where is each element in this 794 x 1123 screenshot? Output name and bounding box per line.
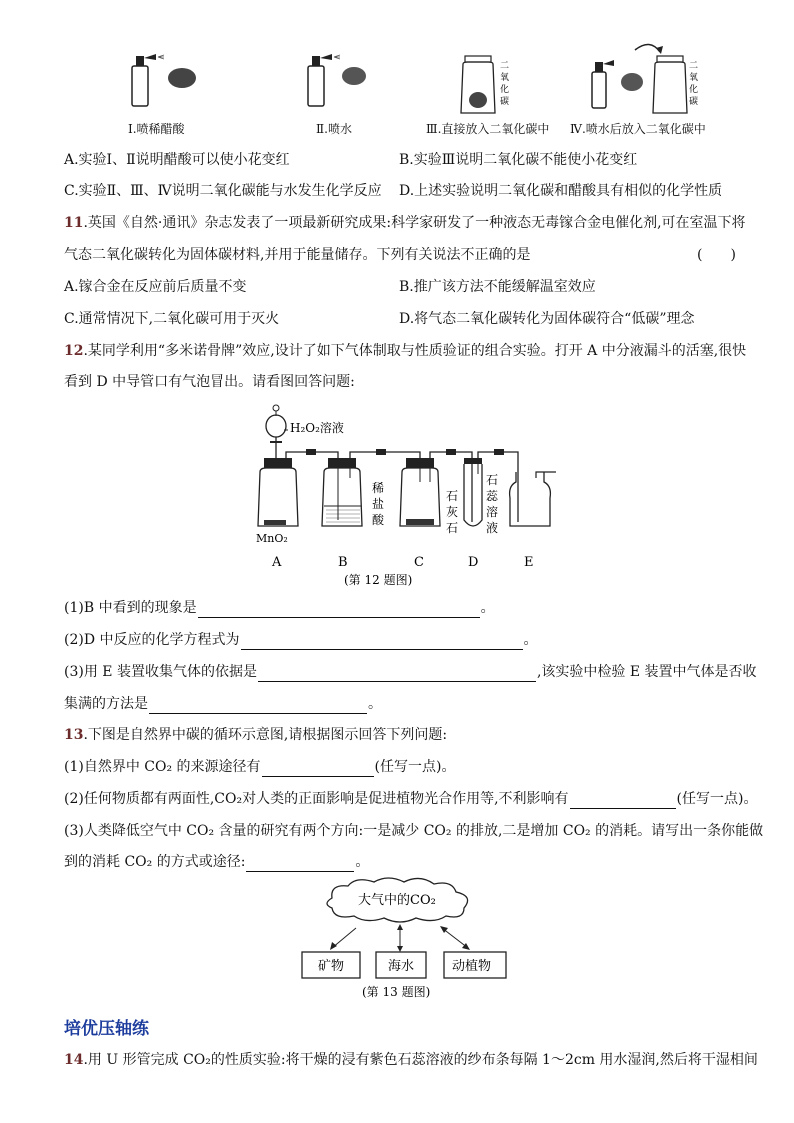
q13-sub2: (2)任何物质都有两面性,CO₂对人类的正面影响是促进植物光合作用等,不利影响有 (任写一点)。 xyxy=(64,791,758,807)
q11-option-d: D.将气态二氧化碳转化为固体碳符合“低碳”理念 xyxy=(399,311,695,327)
apparatus-figure xyxy=(240,402,570,592)
svg-text:氧: 氧 xyxy=(689,73,699,83)
label-e: E xyxy=(524,555,534,570)
q14-stem: 14.用 U 形管完成 CO₂的性质实验:将干燥的浸有紫色石蕊溶液的纱布条每隔 1～2cm 用水湿润,然后将干湿相间 xyxy=(64,1052,758,1068)
q13-stem: 13.下图是自然界中碳的循环示意图,请根据图示回答下列问题: xyxy=(64,727,448,743)
box-minerals: 矿物 xyxy=(318,959,345,974)
cloud-label: 大气中的CO₂ xyxy=(358,893,436,908)
svg-text:化: 化 xyxy=(500,85,510,95)
q13-sub1: (1)自然界中 CO₂ 的来源途径有 (任写一点)。 xyxy=(64,759,456,775)
svg-text:二: 二 xyxy=(689,61,699,71)
q13-sub3-blank[interactable] xyxy=(246,857,354,872)
flower-4 xyxy=(621,73,643,91)
litmus-label-1: 石 xyxy=(486,473,499,487)
q12-sub3: (3)用 E 装置收集气体的依据是 ,该实验中检验 E 装置中气体是否收 xyxy=(64,664,757,680)
q11-number: 11 xyxy=(64,215,84,231)
fig-caption-4: Ⅳ.喷水后放入二氧化碳中 xyxy=(570,122,706,136)
fig12-caption: (第 12 题图) xyxy=(344,573,413,587)
limestone-label-1: 石 xyxy=(446,489,459,503)
limestone-label-2: 灰 xyxy=(446,505,459,519)
bottle-e xyxy=(510,472,556,526)
h2o2-label: H₂O₂溶液 xyxy=(290,421,344,435)
spray-bottle-2 xyxy=(308,54,340,106)
q13-sub3: (3)人类降低空气中 CO₂ 含量的研究有两个方向:一是减少 CO₂ 的排放,二是增加 CO₂ 的消耗。请写出一条你能做 xyxy=(64,823,764,839)
svg-text:二: 二 xyxy=(500,61,510,71)
co2-jar-3 xyxy=(461,56,509,113)
hcl-label-3: 酸 xyxy=(372,513,385,527)
label-b: B xyxy=(338,555,348,570)
svg-text:碳: 碳 xyxy=(689,97,699,107)
q12-sub3-blank2[interactable] xyxy=(149,699,367,714)
litmus-label-4: 液 xyxy=(486,521,499,535)
q12-sub1: (1)B 中看到的现象是 。 xyxy=(64,600,495,616)
svg-text:氧: 氧 xyxy=(500,73,510,83)
carbon-cycle-figure xyxy=(296,876,516,1004)
fig-caption-3: Ⅲ.直接放入二氧化碳中 xyxy=(426,122,550,136)
label-c: C xyxy=(414,555,424,570)
q10-option-a: A.实验Ⅰ、Ⅱ说明醋酸可以使小花变红 xyxy=(64,152,290,168)
label-a: A xyxy=(272,555,282,570)
q11-stem-line2: 气态二氧化碳转化为固体碳材料,并用于能量储存。下列有关说法不正确的是 xyxy=(64,247,531,263)
q12-number: 12 xyxy=(64,343,84,359)
q12-sub1-blank[interactable] xyxy=(198,603,480,618)
litmus-label-2: 蕊 xyxy=(486,489,499,503)
q12-sub3-blank1[interactable] xyxy=(258,667,536,682)
test-tube-d xyxy=(464,458,499,535)
bottle-c xyxy=(400,458,458,535)
flower-2 xyxy=(342,67,366,85)
q10-option-b: B.实验Ⅲ说明二氧化碳不能使小花变红 xyxy=(399,152,638,168)
box-organisms: 动植物 xyxy=(452,959,492,974)
q10-option-d: D.上述实验说明二氧化碳和醋酸具有相似的化学性质 xyxy=(399,183,723,199)
fig-caption-2: Ⅱ.喷水 xyxy=(316,122,352,136)
q12-sub2: (2)D 中反应的化学方程式为 。 xyxy=(64,632,538,648)
label-d: D xyxy=(468,555,479,570)
hcl-label-1: 稀 xyxy=(372,481,385,495)
q13-sub1-blank[interactable] xyxy=(262,762,374,777)
q11-answer-paren: ( ) xyxy=(697,247,736,263)
flower-1 xyxy=(168,68,196,88)
litmus-label-3: 溶 xyxy=(486,505,499,519)
spray-bottle-1 xyxy=(132,54,164,106)
mno2-label: MnO₂ xyxy=(256,532,288,545)
hcl-label-2: 盐 xyxy=(372,497,385,511)
q12-sub3-cont: 集满的方法是 。 xyxy=(64,696,382,712)
spray-bottle-4 xyxy=(592,60,614,108)
co2-jar-4 xyxy=(653,56,698,113)
q12-stem-line1: 12.某同学利用“多米诺骨牌”效应,设计了如下气体制取与性质验证的组合实验。打开 A 中分液漏斗的活塞,很快 xyxy=(64,343,747,359)
limestone-label-3: 石 xyxy=(446,521,459,535)
svg-text:化: 化 xyxy=(689,85,699,95)
fig-caption-1: Ⅰ.喷稀醋酸 xyxy=(128,122,185,136)
fig13-caption: (第 13 题图) xyxy=(362,985,431,999)
bottle-b xyxy=(322,458,385,527)
q12-stem-line2: 看到 D 中导管口有气泡冒出。请看图回答问题: xyxy=(64,374,355,390)
box-seawater: 海水 xyxy=(388,959,415,974)
q13-sub2-blank[interactable] xyxy=(570,794,676,809)
q11-option-b: B.推广该方法不能缓解温室效应 xyxy=(399,279,596,295)
q11-stem-line1: 11.英国《自然·通讯》杂志发表了一项最新研究成果:科学家研发了一种液态无毒镓合金电催化剂,可在室温下将 xyxy=(64,215,746,231)
bottle-a xyxy=(256,458,298,545)
q14-number: 14 xyxy=(64,1052,84,1068)
q11-option-c: C.通常情况下,二氧化碳可用于灭火 xyxy=(64,311,280,327)
svg-text:碳: 碳 xyxy=(500,97,510,107)
section-title: 培优压轴练 xyxy=(64,1019,149,1039)
q12-sub2-blank[interactable] xyxy=(241,635,523,650)
q10-option-c: C.实验Ⅱ、Ⅲ、Ⅳ说明二氧化碳能与水发生化学反应 xyxy=(64,183,382,199)
q13-number: 13 xyxy=(64,727,84,743)
q11-option-a: A.镓合金在反应前后质量不变 xyxy=(64,279,247,295)
q13-sub3-cont: 到的消耗 CO₂ 的方式或途径: 。 xyxy=(64,854,370,870)
